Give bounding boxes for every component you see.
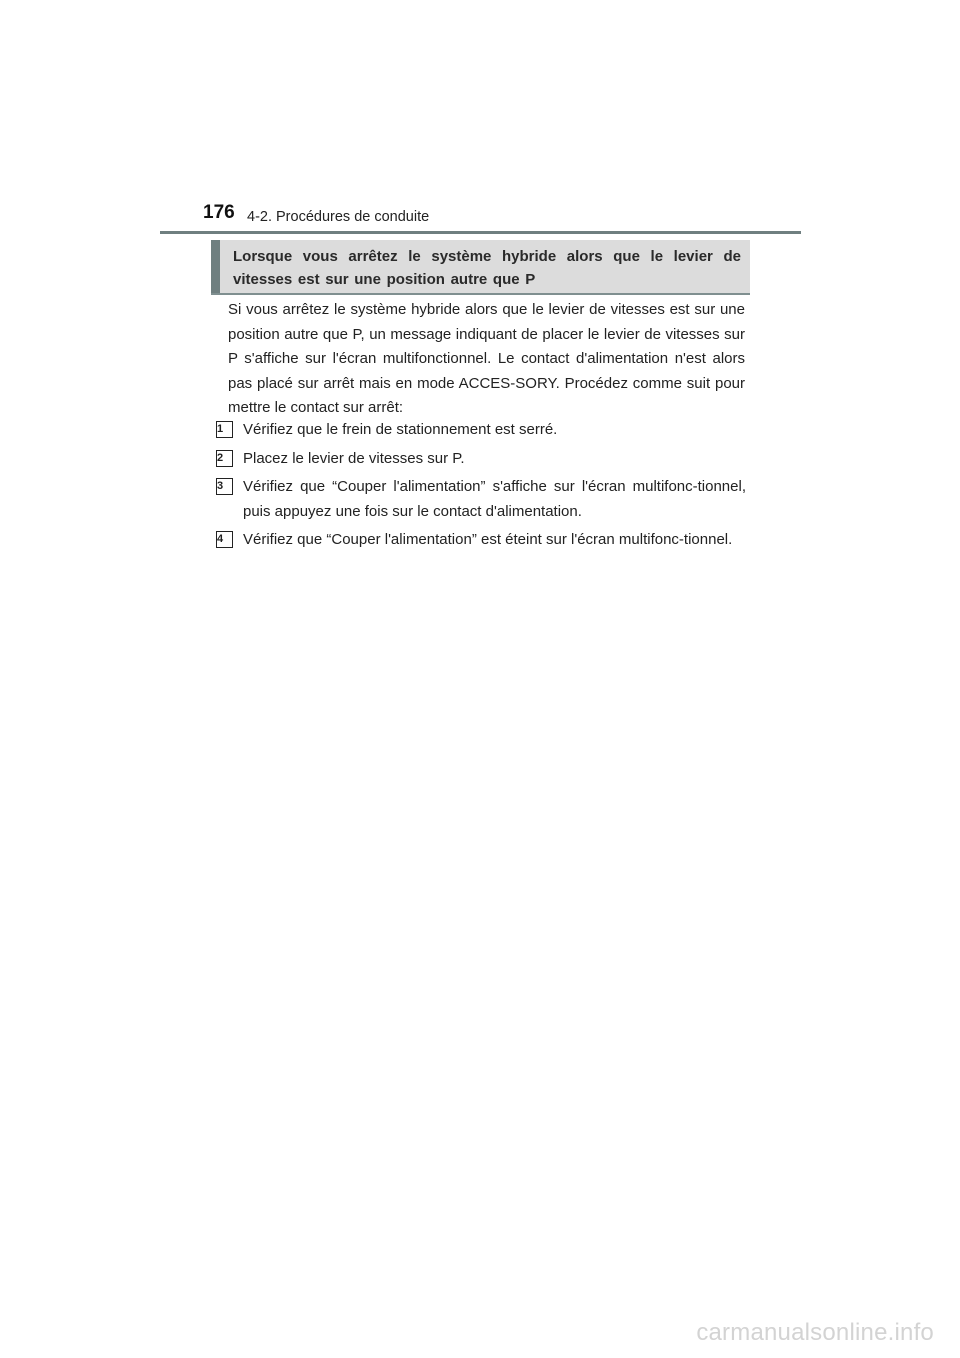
section-title: 4-2. Procédures de conduite: [247, 209, 430, 225]
heading-text: Lorsque vous arrêtez le système hybride alors que le levier de vitesses est sur une position autre que P: [233, 248, 741, 288]
watermark: carmanualsonline.info: [696, 1319, 934, 1346]
step-item: [216, 528, 746, 553]
intro-paragraph: Si vous arrêtez le système hybride alors que le levier de vitesses est sur une position autre que P, un message indiquant de placer le levier de vitesses sur P s'affiche sur l'écran multifonctionnel. Le contact d'alimentation n'est alors pas placé sur arrêt mais en mode ACCES-SORY. Procédez comme suit pour mettre le contact sur arrêt:: [228, 301, 745, 417]
steps-list: [216, 418, 746, 557]
header-rule: [160, 231, 801, 234]
step-text: Vérifiez que “Couper l'alimentation” est éteint sur l'écran multifonc-tionnel.: [243, 531, 733, 549]
step-item: [216, 475, 746, 524]
heading-rule: [211, 293, 750, 295]
step-number-badge: 1: [216, 421, 233, 438]
step-text: Vérifiez que le frein de stationnement est serré.: [243, 421, 558, 438]
page-number: 176: [203, 202, 235, 223]
step-number-badge: 3: [216, 478, 233, 495]
step-item: [216, 447, 746, 472]
step-text: Vérifiez que “Couper l'alimentation” s'affiche sur l'écran multifonc-tionnel, puis appuyez une fois sur le contact d'alimentation.: [243, 478, 746, 520]
step-number-badge: 2: [216, 450, 233, 467]
step-number-badge: 4: [216, 531, 233, 548]
step-item: [216, 418, 746, 443]
step-text: Placez le levier de vitesses sur P.: [243, 449, 465, 467]
heading-box: [211, 240, 750, 295]
